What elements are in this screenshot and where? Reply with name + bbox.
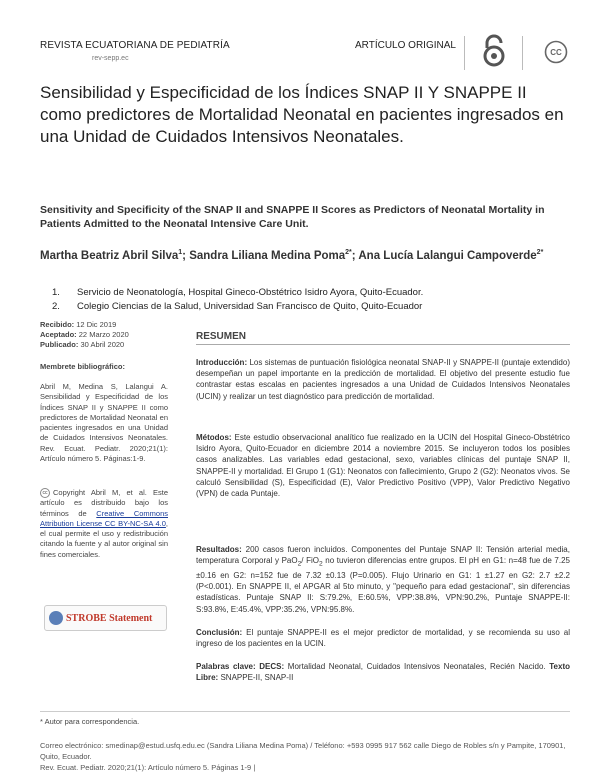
strobe-badge[interactable] [44, 605, 167, 631]
results-label: Resultados: [196, 545, 242, 554]
journal-url[interactable]: rev-sepp.ec [92, 55, 129, 62]
conclusion-label: Conclusión: [196, 628, 243, 637]
affiliation-item [52, 286, 572, 300]
affiliation-text: Colegio Ciencias de la Salud, Universidad San Francisco de Quito, Quito-Ecuador [77, 301, 423, 312]
author-3: Ana Lucía Lalangui Campoverde [358, 249, 537, 262]
contact-info: Correo electrónico: smedinap@estud.usfq.edu.ec (Sandra Liliana Medina Poma) / Teléfono: +593 0995 917 562 calle Diego de Robles s/n y Pampite, 170901, Quito, Ecuador. [40, 741, 566, 761]
methods-text: Este estudio observacional analítico fue realizado en la UCIN del Hospital Gineco-Obstétrico Isidro Ayora, Quito-Ecuador en diciembre 2014 a noviembre 2015. Se incluyeron todos los posibles casos analizables. Las variables edad gestacional, sexo, variables clínicas del puntaje SNAP II, SNAPPE-II y mortalidad. El Grupo 1 (G1): Neonatos con fallecimiento, Grupo 2 (G2): Neonatos vivos. Se calculó Sensibilidad (S), Especificidad (E), Valor Predictivo Positivo (VPP), Valor Predictivo Negativo (VPN) de cada Puntaje. [196, 433, 570, 499]
footer-rule [40, 711, 570, 712]
author-1-mark: 1 [178, 249, 183, 256]
affiliation-number: 1. [52, 287, 60, 298]
article-title: Sensibilidad y Especificidad de los Índices SNAP II Y SNAPPE II como predictores de Mortalidad Neonatal en pacientes ingresados en una Unidad de Cuidados Intensivos Neonatales. [40, 83, 564, 146]
corresponding-note: * Autor para correspondencia. [40, 717, 140, 726]
keywords-decs: Mortalidad Neonatal, Cuidados Intensivos Neonatales, Recién Nacido. [287, 662, 546, 671]
creative-commons-icon [544, 40, 568, 69]
received-date: 12 Dic 2019 [76, 320, 117, 329]
article-subtitle: Sensitivity and Specificity of the SNAP II and SNAPPE II Scores as Predictors of Neonatal Mortality in Patients Admitted to the Neonatal Intensive Care Unit. [40, 204, 545, 230]
header-divider-2 [522, 36, 523, 70]
received-label: Recibido: [40, 320, 75, 329]
open-access-icon [479, 34, 509, 73]
author-2-mark: 2* [345, 249, 352, 256]
footer-citation: Rev. Ecuat. Pediatr. 2020;21(1): Artículo número 5. Páginas 1-9 | [40, 763, 256, 772]
header-divider [464, 36, 465, 70]
accepted-label: Aceptado: [40, 330, 77, 339]
published-date: 30 Abril 2020 [80, 340, 125, 349]
abstract-rule [196, 344, 570, 345]
affiliation-list [52, 286, 572, 314]
author-1: Martha Beatriz Abril Silva [40, 249, 179, 262]
intro-label: Introducción: [196, 358, 248, 367]
abstract-intro [196, 357, 570, 402]
intro-text: Los sistemas de puntuación fisiológica neonatal SNAP-II y SNAPPE-II (puntaje extendido) desempeñan un papel importante en la predicción de mortalidad. El objetivo del presente estudio fue contrastar estas escalas en pacientes ingresados a una Unidad de Cuidados Intensivos Neonatales (UCIN) y realizar un test diagnóstico para predicción de mortalidad. [196, 358, 570, 401]
author-3-mark: 2* [536, 249, 544, 256]
keywords-label: Palabras clave: [196, 662, 256, 671]
article-dates [40, 320, 165, 350]
results-text-b: / FiO [301, 556, 319, 566]
author-separator: ; [351, 249, 359, 262]
author-2: Sandra Liliana Medina Poma [189, 249, 346, 262]
conclusion-text: El puntaje SNAPPE-II es el mejor predictor de mortalidad, y se recomienda su uso al ingreso de los pacientes en la UCIN. [196, 628, 570, 649]
strobe-label: STROBE Statement [66, 612, 153, 624]
methods-label: Métodos: [196, 433, 232, 442]
abstract-methods [196, 432, 570, 499]
bib-citation: Abril M, Medina S, Lalangui A. Sensibilidad y Especificidad de los Índices SNAP II y SNAPPE II como predictores de Mortalidad Neonatal en pacientes ingresados en una Unidad de Cuidados Intensivos Neonatales. Rev. Ecuat. Pediatr. 2020;21(1): Artículo número 5. Páginas:1-9. [40, 382, 168, 464]
abstract-heading: RESUMEN [196, 331, 247, 342]
journal-name: REVISTA ECUATORIANA DE PEDIATRÍA [40, 40, 230, 51]
results-sub-1: 2 [297, 560, 302, 568]
accepted-date: 22 Marzo 2020 [78, 330, 129, 339]
abstract-keywords [196, 661, 570, 683]
abstract-results [196, 544, 570, 615]
results-text-a: 200 casos fueron incluidos. Componentes del Puntaje SNAP II: Tensión arterial media, temperatura Corporal y PaO [196, 545, 570, 566]
license-text-after: , el cual permite el uso y redistribución citando la fuente y al autor original sin fines comerciales. [40, 518, 168, 559]
keywords-free: SNAPPE-II, SNAP-II [220, 673, 294, 683]
affiliation-number: 2. [52, 301, 60, 312]
keywords-free-label: Texto Libre: [196, 662, 570, 683]
license-note [40, 488, 168, 560]
abstract-conclusion [196, 627, 570, 649]
published-label: Publicado: [40, 340, 79, 349]
cc-small-icon: cc [40, 488, 50, 498]
keywords-decs-label: DECS: [259, 662, 285, 671]
affiliation-item [52, 300, 572, 314]
strobe-logo-icon [49, 611, 63, 625]
license-link[interactable]: Creative Commons Attribution License CC BY-NC-SA 4.0 [40, 508, 168, 528]
author-separator: ; [182, 249, 190, 262]
cc-label: CC [550, 48, 562, 57]
results-text-c: no tuvieron diferencias entre grupos. El pH en G1: n=48 fue de 7.25 ±0.16 en G2: n=152 fue de 7.32 ±0.13 (P=0.005). Flujo Urinario en G1: 1 ±1.27 en G2: 2.7 ±2.2 (P<0.001). En SNAPPE II, el APGAR al 5to minuto, y "pequeño para edad gestacional", sin diferencias estadísticas. Puntaje SNAP II: S:79.2%, E:60.5%, VPP:38.8%, VPN:90.2%, Puntaje SNAPPE-II: S:93.8%, E:45.4%, VPP:35.2%, VPN:95.8%. [196, 556, 570, 614]
license-text-before: Copyright Abril M, et al. Este artículo es distribuido bajo los términos de [40, 488, 168, 518]
article-type: ARTÍCULO ORIGINAL [355, 40, 456, 51]
results-sub-2: 2 [318, 560, 323, 568]
author-list [40, 245, 570, 264]
bib-heading: Membrete bibliográfico: [40, 362, 126, 371]
affiliation-text: Servicio de Neonatología, Hospital Gineco-Obstétrico Isidro Ayora, Quito-Ecuador. [77, 287, 424, 298]
